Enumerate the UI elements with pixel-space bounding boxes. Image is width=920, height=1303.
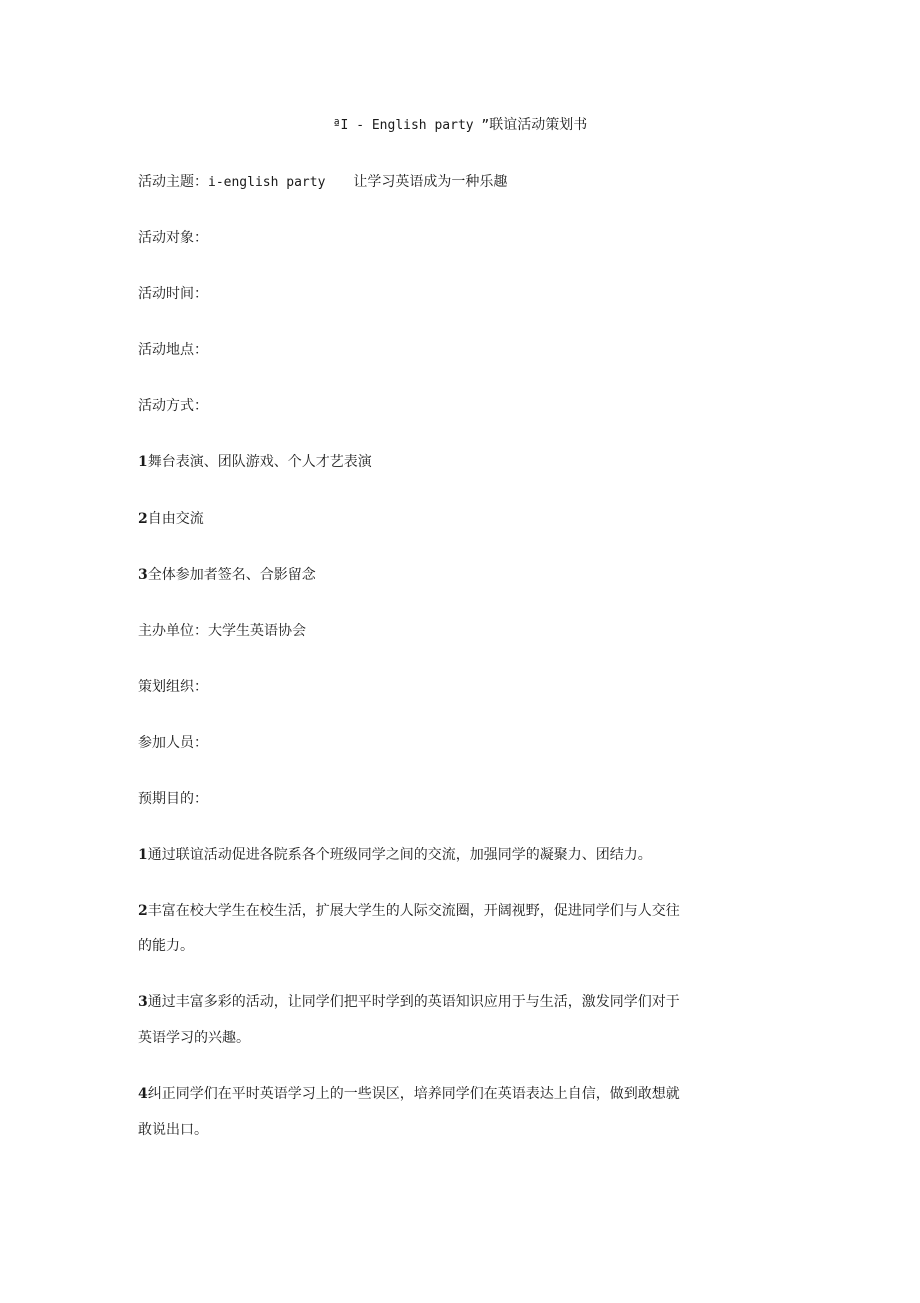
time-field: 活动时间： xyxy=(138,286,208,302)
theme-name: i-english party xyxy=(208,175,326,190)
participants-field: 参加人员： xyxy=(138,735,208,751)
place-field: 活动地点： xyxy=(138,342,208,358)
organizer-field: 主办单位：大学生英语协会 xyxy=(138,623,306,639)
goals-label: 预期目的： xyxy=(138,791,208,807)
goal-item-3: 3通过丰富多彩的活动，让同学们把平时学到的英语知识应用于与生活，激发同学们对于 xyxy=(138,994,680,1010)
goal-item-2: 2丰富在校大学生在校生活，扩展大学生的人际交流圈，开阔视野，促进同学们与人交往 xyxy=(138,903,680,919)
title-chinese: 联谊活动策划书 xyxy=(489,117,588,133)
goal-item-3-cont: 英语学习的兴趣。 xyxy=(138,1030,250,1046)
method-item-1: 1舞台表演、团队游戏、个人才艺表演 xyxy=(138,454,372,470)
method-item-3: 3全体参加者签名、合影留念 xyxy=(138,567,316,583)
goal-item-1: 1通过联谊活动促进各院系各个班级同学之间的交流，加强同学的凝聚力、团结力。 xyxy=(138,847,652,863)
theme-label: 活动主题： xyxy=(138,174,208,190)
audience-field: 活动对象： xyxy=(138,230,208,246)
planning-field: 策划组织： xyxy=(138,679,208,695)
document-title xyxy=(0,116,920,135)
goal-item-4-cont: 敢说出口。 xyxy=(138,1122,208,1138)
theme-line xyxy=(138,173,708,192)
method-item-2: 2自由交流 xyxy=(138,511,204,527)
theme-slogan: 让学习英语成为一种乐趣 xyxy=(353,174,508,190)
goal-item-4: 4纠正同学们在平时英语学习上的一些误区，培养同学们在英语表达上自信，做到敢想就 xyxy=(138,1086,680,1102)
goal-item-2-cont: 的能力。 xyxy=(138,938,194,954)
method-field: 活动方式： xyxy=(138,398,208,414)
title-english: ªI - English party ” xyxy=(332,118,490,133)
